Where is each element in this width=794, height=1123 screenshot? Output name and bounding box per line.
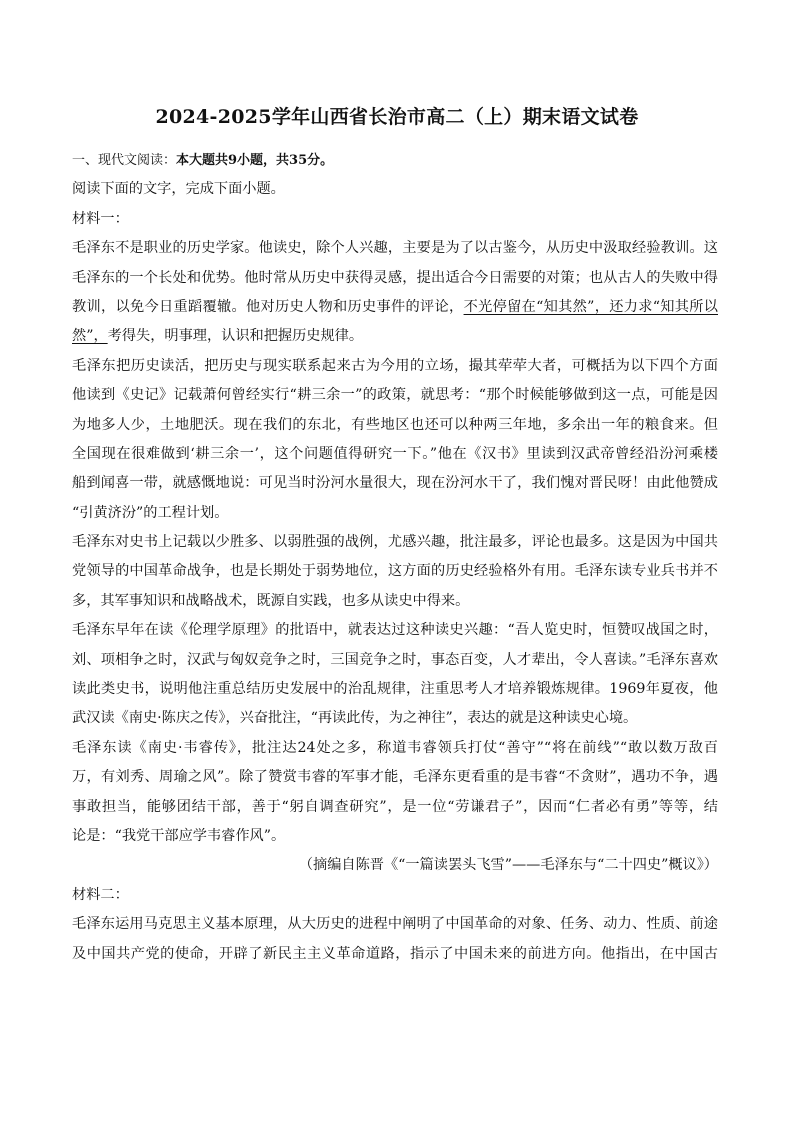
material-1-paragraph-5 <box>72 734 718 852</box>
material-2-paragraph-1 <box>72 910 718 969</box>
material-2-label: 材料二： <box>72 886 129 903</box>
text-line: 刘、项相争之时，汉武与匈奴竞争之时，三国竞争之时，事态百变，人才辈出，令人喜读。”毛泽东喜欢 <box>72 651 718 668</box>
text-line: 多，其军事知识和战略战术，既源自实践，也多从读史中得来。 <box>72 592 470 609</box>
section-heading <box>72 146 718 175</box>
material-1-paragraph-4 <box>72 616 718 734</box>
exam-body <box>72 146 718 969</box>
text-line: 及中国共产党的使命，开辟了新民主主义革命道路，指示了中国未来的前进方向。他指出，在中国古 <box>72 945 718 962</box>
section-description: 本大题共9小题，共35分。 <box>176 153 334 168</box>
text-line <box>72 322 718 351</box>
material-1-paragraph-1 <box>72 234 718 352</box>
section-label: 一、现代文阅读： <box>72 153 177 168</box>
text-line: “引黄济汾”的工程计划。 <box>72 504 229 521</box>
text-span: 考得失，明事理，认识和把握历史规律。 <box>107 328 364 345</box>
text-line: 毛泽东不是职业的历史学家。他读史，除个人兴趣，主要是为了以古鉴今，从历史中汲取经验教训。这 <box>72 240 718 257</box>
material-1-paragraph-2 <box>72 352 718 528</box>
text-line: 全国现在很难做到‘耕三余一’，这个问题值得研究一下。”他在《汉书》里读到汉武帝曾经沿汾河乘楼 <box>72 445 718 462</box>
material-1-paragraph-3 <box>72 528 718 616</box>
source-citation: （摘编自陈晋《“一篇读罢头飞雪”——毛泽东与“二十四史”概议》） <box>298 857 718 874</box>
text-line: 读此类史书，说明他注重总结历史发展中的治乱规律，注重思考人才培养锻炼规律。1969年夏夜，他 <box>72 681 718 698</box>
text-line <box>72 293 718 322</box>
material-1-label: 材料一： <box>72 210 129 227</box>
text-line: 毛泽东的一个长处和优势。他时常从历史中获得灵感，提出适合今日需要的对策；也从古人的失败中得 <box>72 269 718 286</box>
text-line: 他读到《史记》记载萧何曾经实行“耕三余一”的政策，就思考：“那个时候能够做到这一点，可能是因 <box>72 387 718 404</box>
text-line: 毛泽东读《南史·韦睿传》，批注达24处之多，称道韦睿领兵打仗“善守”“将在前线”“敢以数万敌百 <box>72 739 718 756</box>
text-line: 船到闻喜一带，就感慨地说：可见当时汾河水量很大，现在汾河水干了，我们愧对晋民呀！由此他赞成 <box>72 475 718 492</box>
instruction: 阅读下面的文字，完成下面小题。 <box>72 181 285 198</box>
text-line: 论是：“我党干部应学韦睿作风”。 <box>72 827 286 844</box>
text-line: 毛泽东把历史读活，把历史与现实联系起来古为今用的立场，撮其荦荦大者，可概括为以下四个方面 <box>72 357 718 374</box>
text-line: 毛泽东早年在读《伦理学原理》的批语中，就表达过这种读史兴趣：“吾人览史时，恒赞叹战国之时， <box>72 622 718 639</box>
underlined-phrase: 不光停留在“知其然”，还力求“知其所以 <box>463 298 718 315</box>
text-line: 事敢担当，能够团结干部，善于“躬自调查研究”，是一位“劳谦君子”，因而“仁者必有勇”等等，结 <box>72 798 718 815</box>
text-line: 党领导的中国革命战争，也是长期处于弱势地位，这方面的历史经验格外有用。毛泽东读专业兵书并不 <box>72 563 718 580</box>
text-line: 武汉读《南史·陈庆之传》，兴奋批注，“再读此传，为之神往”，表达的就是这种读史心境。 <box>72 710 638 727</box>
underlined-phrase: 然”， <box>72 328 108 345</box>
text-line: 毛泽东运用马克思主义基本原理，从大历史的进程中阐明了中国革命的对象、任务、动力、性质、前途 <box>72 916 718 933</box>
text-line: 万，有刘秀、周瑜之风”。除了赞赏韦睿的军事才能，毛泽东更看重的是韦睿“不贪财”，遇功不争，遇 <box>72 769 718 786</box>
text-line: 为地多人少，土地肥沃。现在我们的东北，有些地区也还可以种两三年地，多余出一年的粮食来。但 <box>72 416 718 433</box>
text-span: 教训，以免今日重蹈覆辙。他对历史人物和历史事件的评论， <box>72 298 464 315</box>
text-line: 毛泽东对史书上记载以少胜多、以弱胜强的战例，尤感兴趣，批注最多，评论也最多。这是因为中国共 <box>72 534 718 551</box>
exam-title: 2024-2025学年山西省长治市高二（上）期末语文试卷 <box>155 106 639 128</box>
